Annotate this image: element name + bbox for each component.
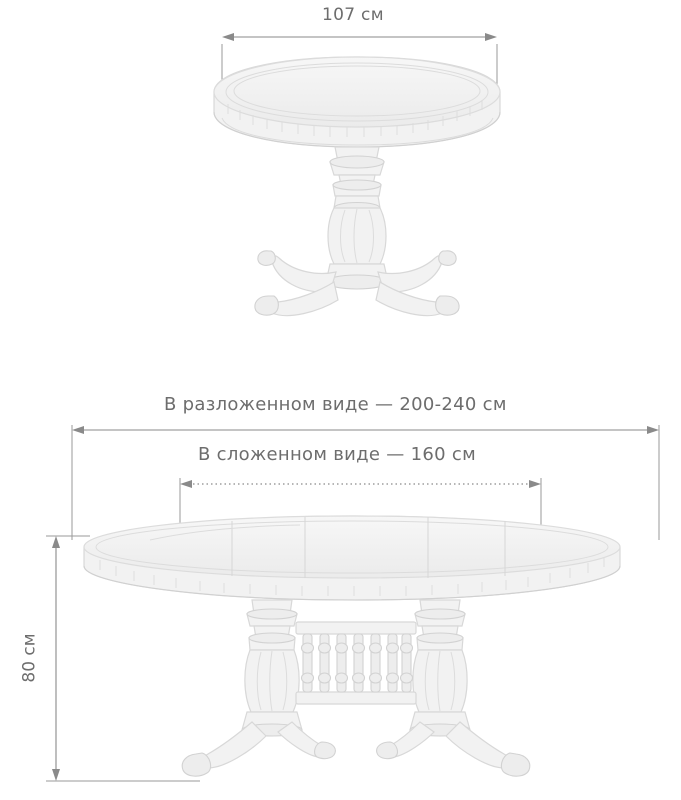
oval-table-base [182, 600, 530, 776]
dimension-label-folded: В сложенном виде — 160 см [198, 444, 476, 465]
dimension-label-height: 80 см [19, 633, 40, 683]
round-table-top [214, 57, 500, 147]
dimension-label-extended: В разложенном виде — 200-240 см [164, 394, 507, 415]
oval-table-top [84, 516, 620, 600]
dimension-label-107cm: 107 см [322, 5, 384, 25]
round-table-pedestal [255, 147, 459, 316]
